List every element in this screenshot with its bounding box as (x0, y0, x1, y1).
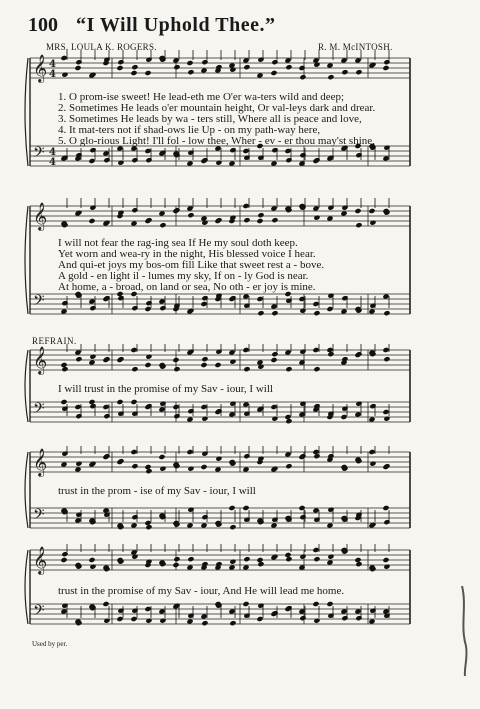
refrain-label: REFRAIN. (32, 336, 77, 346)
treble-clef-icon: 𝄞 (33, 546, 48, 574)
time-signature: 4 (49, 69, 56, 80)
verse-2-line-1: 2. Sometimes He leads o'er mountain height, Or val-leys dark and drear. (58, 102, 376, 114)
verse-1-line-1: 1. O prom-ise sweet! He lead-eth me O'er wa-ters wild and deep; (58, 91, 345, 103)
hymn-title: “I Will Uphold Thee.” (76, 14, 276, 36)
treble-clef-icon: 𝄞 (33, 202, 48, 230)
bass-clef-icon: 𝄢 (33, 602, 45, 623)
treble-clef-icon: 𝄞 (33, 448, 48, 476)
verse-4-line-2: A gold - en light il - lumes my sky, If on - ly God is near. (58, 270, 309, 282)
refrain-lyric-3: trust in the promise of my Sav - iour, And He will lead me home. (58, 585, 345, 597)
verse-3-line-2: And qui-et joys my bos-om fill Like that sweet rest a - bove. (58, 259, 325, 271)
verse-4-line-1: 4. It mat-ters not if shad-ows lie Up - on my path-way here, (58, 124, 321, 136)
time-signature: 4 (49, 59, 56, 70)
system-brace (25, 452, 28, 528)
author-credit: MRS. LOULA K. ROGERS. (46, 42, 157, 52)
music-system-1 (24, 50, 414, 190)
refrain-lyric-1: I will trust in the promise of my Sav - iour, I will (58, 383, 273, 395)
treble-clef-icon: 𝄞 (33, 346, 48, 374)
bass-clef-icon: 𝄢 (33, 292, 45, 313)
bass-clef-icon: 𝄢 (33, 144, 45, 165)
time-signature: 4 (49, 147, 56, 158)
music-system-2 (24, 198, 414, 338)
verse-2-line-2: Yet worn and wea-ry in the night, His blessed voice I hear. (58, 248, 316, 260)
page-edge-mark (458, 586, 470, 676)
system-brace (25, 550, 28, 624)
treble-clef-icon: 𝄞 (33, 54, 48, 82)
footer-note: Used by per. (32, 640, 68, 648)
hymn-number: 100 (28, 14, 58, 36)
refrain-lyric-2: trust in the prom - ise of my Sav - iour, I will (58, 485, 256, 497)
verse-3-line-1: 3. Sometimes He leads by wa - ters still, Where all is peace and love, (58, 113, 362, 125)
verse-5-line-2: At home, a - broad, on land or sea, No oth - er joy is mine. (58, 281, 316, 293)
verse-1-line-2: I will not fear the rag-ing sea If He my soul doth keep. (58, 237, 298, 249)
music-system-5 (24, 544, 414, 644)
music-system-4 (24, 446, 414, 546)
system-brace (25, 350, 28, 422)
bass-clef-icon: 𝄢 (33, 400, 45, 421)
bass-clef-icon: 𝄢 (33, 506, 45, 527)
system-brace (25, 58, 28, 166)
verse-5-line-1: 5. O glo-rious Light! I'll fol - low thee, Wher - ev - er thou may'st shine, (58, 135, 375, 147)
system-brace (25, 206, 28, 314)
music-system-3 (24, 344, 414, 444)
composer-credit: R. M. McINTOSH. (318, 42, 393, 52)
time-signature: 4 (49, 157, 56, 168)
